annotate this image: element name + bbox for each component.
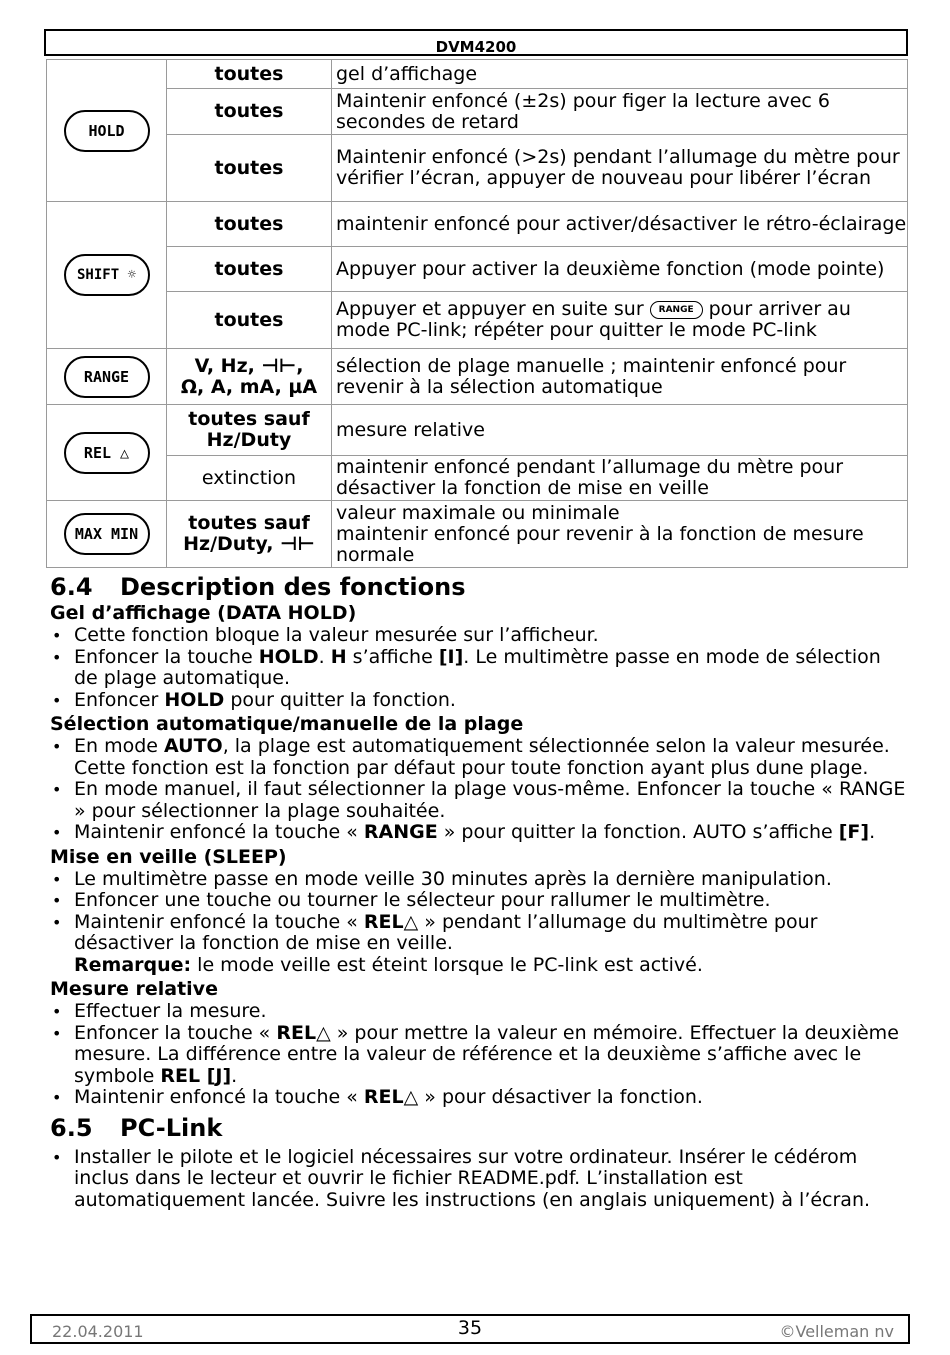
- sun-icon: ☼: [127, 267, 137, 283]
- triangle-icon: △: [120, 443, 130, 462]
- mode-cell: extinction: [167, 456, 332, 501]
- footer-date: 22.04.2011: [52, 1322, 144, 1341]
- mode-cell: toutes sauf Hz/Duty: [167, 405, 332, 456]
- range-key-icon: RANGE: [650, 301, 703, 319]
- section-title: PC-Link: [120, 1113, 223, 1142]
- list-item: • Cette fonction bloque la valeur mesurée sur l’afficheur.: [50, 625, 910, 647]
- table-row: [47, 247, 908, 292]
- description-cell: gel d’affichage: [332, 60, 908, 89]
- section-heading: [50, 1113, 910, 1143]
- description-cell: Appuyer pour activer la deuxième fonction (mode pointe): [332, 247, 908, 292]
- subsection-heading: Mise en veille (SLEEP): [50, 845, 287, 868]
- list-item: • Maintenir enfoncé la touche « REL△ » pour désactiver la fonction.: [50, 1087, 910, 1109]
- desc-text: pour arriver au mode PC-link; répéter pour quitter le mode PC-link: [336, 298, 851, 341]
- mode-line: V, Hz, ⊣⊢,: [194, 354, 304, 377]
- bullet-list: [50, 736, 910, 844]
- subsection-heading: Sélection automatique/manuelle de la plage: [50, 713, 524, 735]
- desc-line: valeur maximale ou minimale: [336, 501, 620, 524]
- description-cell: maintenir enfoncé pour activer/désactiver le rétro-éclairage: [332, 202, 908, 247]
- list-item: • Enfoncer HOLD pour quitter la fonction.: [50, 690, 910, 712]
- table-row: [47, 202, 908, 247]
- list-item: • Enfoncer une touche ou tourner le sélecteur pour rallumer le multimètre.: [50, 890, 910, 912]
- mode-cell: toutes: [167, 202, 332, 247]
- description-cell: Maintenir enfoncé (±2s) pour figer la lecture avec 6 secondes de retard: [332, 89, 908, 135]
- mode-cell: toutes: [167, 247, 332, 292]
- section-title: Description des fonctions: [120, 573, 466, 601]
- rel-key-cell: [47, 405, 167, 501]
- mode-cell: toutes: [167, 60, 332, 89]
- hold-key-cell: [47, 60, 167, 202]
- main-content: [50, 572, 910, 1211]
- subsection-heading: Mesure relative: [50, 978, 218, 1000]
- page-number: 35: [457, 1317, 483, 1339]
- table-row: [47, 292, 908, 349]
- section-heading: [50, 572, 910, 602]
- list-item: • Maintenir enfoncé la touche « RANGE » pour quitter la fonction. AUTO s’affiche [F].: [50, 822, 910, 844]
- mode-cell: [167, 501, 332, 568]
- description-cell: [332, 501, 908, 568]
- table-row: [47, 135, 908, 202]
- list-item: • Enfoncer la touche HOLD. H s’affiche [I]. Le multimètre passe en mode de sélection de plage automatique.: [50, 647, 910, 690]
- table-row: [47, 405, 908, 456]
- shift-key-label: SHIFT: [76, 267, 120, 283]
- mode-line: Hz/Duty, ⊣⊢: [183, 533, 315, 555]
- model-name: DVM4200: [435, 38, 517, 56]
- section-number: 6.4: [50, 573, 93, 601]
- list-item: • En mode manuel, il faut sélectionner la plage vous-même. Enfoncer la touche « RANGE » pour sélectionner la plage souhaitée.: [50, 779, 910, 822]
- maxmin-key-icon: MAX MIN: [64, 513, 150, 555]
- page-footer: [30, 1314, 910, 1344]
- mode-line: Ω, A, mA, µA: [180, 375, 318, 398]
- hold-key-icon: HOLD: [64, 110, 150, 152]
- subsection-heading: Gel d’affichage (DATA HOLD): [50, 602, 357, 624]
- bullet-list: [50, 869, 910, 977]
- list-item: • En mode AUTO, la plage est automatiquement sélectionnée selon la valeur mesurée. Cette fonction est la fonction par défaut pour toute fonction ayant plus dune plage.: [50, 736, 910, 779]
- description-cell: maintenir enfoncé pendant l’allumage du mètre pour désactiver la fonction de mise en veille: [332, 456, 908, 501]
- rel-key-icon: [64, 432, 150, 474]
- list-item: • Effectuer la mesure.: [50, 1001, 910, 1023]
- section-number: 6.5: [50, 1113, 93, 1142]
- document-header: [44, 29, 908, 56]
- description-cell: [332, 292, 908, 349]
- table-row: [47, 501, 908, 568]
- range-key-cell: [47, 349, 167, 405]
- list-item: • Maintenir enfoncé la touche « REL△ » pendant l’allumage du multimètre pour désactiver la fonction de mise en veille. Remarque: le mode veille est éteint lorsque le PC-link est activé.: [50, 912, 910, 977]
- desc-line: maintenir enfoncé pour revenir à la fonction de mesure normale: [336, 522, 864, 566]
- table-row: [47, 60, 908, 89]
- mode-cell: [167, 349, 332, 405]
- shift-key-cell: [47, 202, 167, 349]
- list-item: • Le multimètre passe en mode veille 30 minutes après la dernière manipulation.: [50, 869, 910, 891]
- list-item: • Enfoncer la touche « REL△ » pour mettre la valeur en mémoire. Effectuer la deuxième mesure. La différence entre la valeur de référence et la deuxième s’affiche avec le symbole REL [J].: [50, 1023, 910, 1088]
- button-function-table: [46, 59, 908, 568]
- bullet-list: [50, 625, 910, 711]
- mode-cell: toutes: [167, 292, 332, 349]
- table-row: [47, 456, 908, 501]
- description-cell: mesure relative: [332, 405, 908, 456]
- mode-line: toutes sauf: [188, 512, 310, 534]
- maxmin-key-cell: [47, 501, 167, 568]
- mode-cell: toutes: [167, 135, 332, 202]
- list-item: • Installer le pilote et le logiciel nécessaires sur votre ordinateur. Insérer le cédérom inclus dans le lecteur et ouvrir le fichier README.pdf. L’installation est automatiquement lancée. Suivre les instructions (en anglais uniquement) à l’écran.: [50, 1147, 910, 1212]
- desc-text: Appuyer et appuyer en suite sur: [336, 298, 644, 320]
- table-row: [47, 349, 908, 405]
- mode-cell: toutes: [167, 89, 332, 135]
- range-key-icon: RANGE: [64, 356, 150, 398]
- bullet-list: [50, 1001, 910, 1109]
- footer-copyright: ©Velleman nv: [779, 1322, 894, 1341]
- description-cell: Maintenir enfoncé (>2s) pendant l’allumage du mètre pour vérifier l’écran, appuyer de nouveau pour libérer l’écran: [332, 135, 908, 202]
- table-row: [47, 89, 908, 135]
- description-cell: sélection de plage manuelle ; maintenir enfoncé pour revenir à la sélection automatique: [332, 349, 908, 405]
- rel-key-label: REL: [83, 443, 112, 462]
- bullet-list: [50, 1147, 910, 1212]
- shift-key-icon: [64, 254, 150, 296]
